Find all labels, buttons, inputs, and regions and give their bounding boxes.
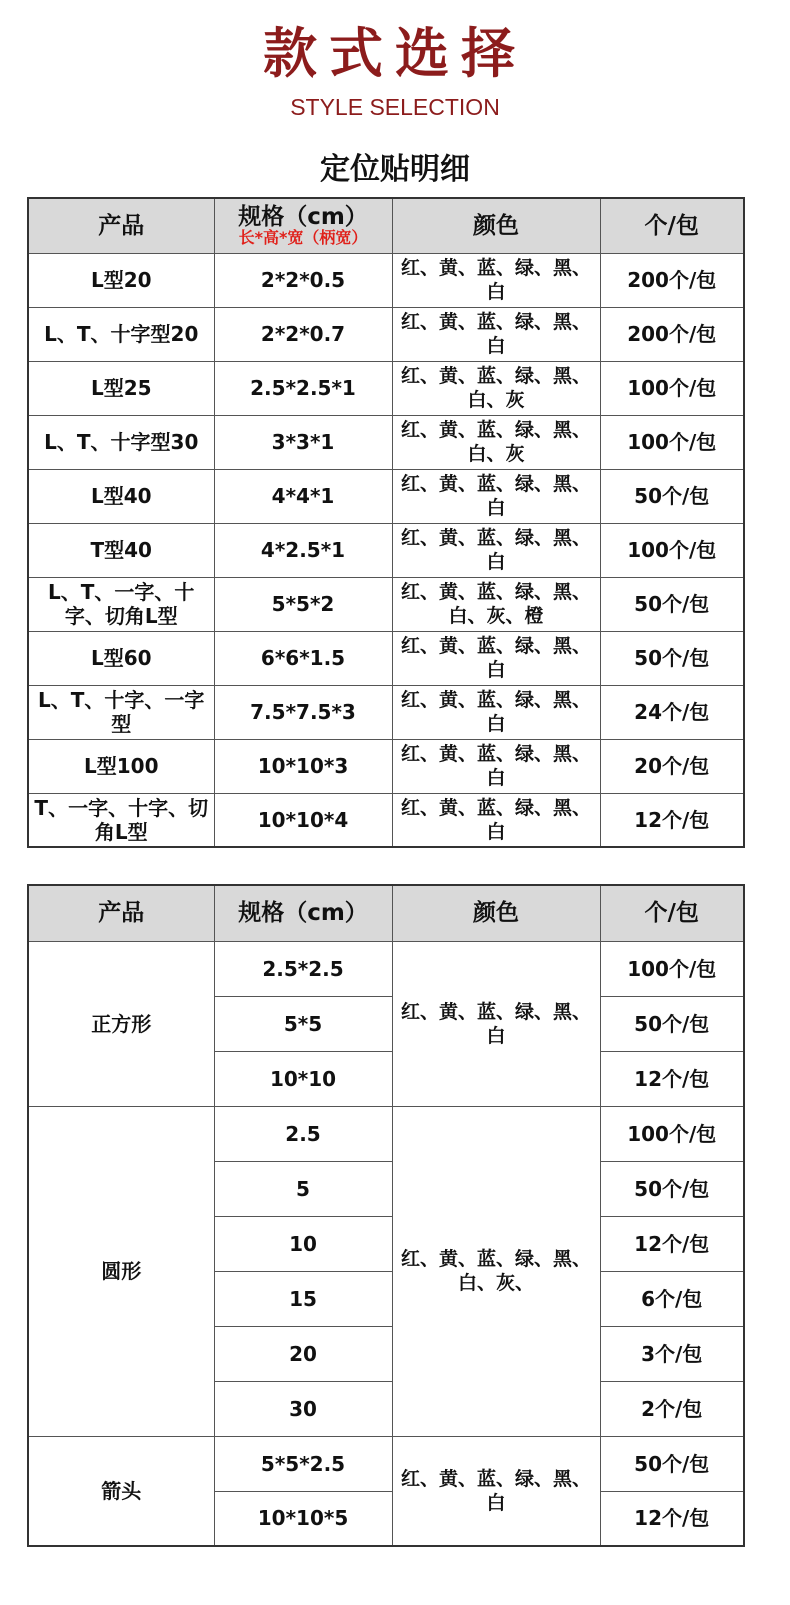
product-cell: L、T、十字型20 bbox=[28, 307, 214, 361]
color-cell: 红、黄、蓝、绿、黑、白、灰、橙 bbox=[392, 577, 600, 631]
positioning-sticker-table bbox=[27, 197, 745, 848]
header-spec-note: 长*高*宽（柄宽） bbox=[238, 227, 368, 247]
color-cell: 红、黄、蓝、绿、黑、白、灰 bbox=[392, 361, 600, 415]
pack-cell: 12个/包 bbox=[600, 1491, 744, 1546]
header-product: 产品 bbox=[28, 198, 214, 253]
spec-cell: 10*10*3 bbox=[214, 739, 392, 793]
header-pack: 个/包 bbox=[600, 198, 744, 253]
color-cell: 红、黄、蓝、绿、黑、白 bbox=[392, 941, 600, 1106]
table-row bbox=[28, 307, 744, 361]
spec-cell: 15 bbox=[214, 1271, 392, 1326]
pack-cell: 12个/包 bbox=[600, 1051, 744, 1106]
table-row bbox=[28, 941, 744, 996]
color-cell: 红、黄、蓝、绿、黑、白 bbox=[392, 469, 600, 523]
table-row bbox=[28, 469, 744, 523]
product-cell: L型25 bbox=[28, 361, 214, 415]
page-title: 款式选择 bbox=[263, 22, 527, 85]
pack-cell: 100个/包 bbox=[600, 1106, 744, 1161]
header-color: 颜色 bbox=[392, 885, 600, 941]
table-row bbox=[28, 631, 744, 685]
pack-cell: 100个/包 bbox=[600, 361, 744, 415]
product-cell: L型100 bbox=[28, 739, 214, 793]
spec-cell: 10 bbox=[214, 1216, 392, 1271]
pack-cell: 50个/包 bbox=[600, 996, 744, 1051]
color-cell: 红、黄、蓝、绿、黑、白 bbox=[392, 685, 600, 739]
color-cell: 红、黄、蓝、绿、黑、白 bbox=[392, 523, 600, 577]
pack-cell: 100个/包 bbox=[600, 941, 744, 996]
pack-cell: 100个/包 bbox=[600, 415, 744, 469]
pack-cell: 12个/包 bbox=[600, 1216, 744, 1271]
shape-sticker-table bbox=[27, 884, 745, 1547]
color-cell: 红、黄、蓝、绿、黑、白 bbox=[392, 793, 600, 847]
pack-cell: 6个/包 bbox=[600, 1271, 744, 1326]
header-spec-label: 规格（cm） bbox=[238, 203, 368, 230]
header-pack: 个/包 bbox=[600, 885, 744, 941]
color-cell: 红、黄、蓝、绿、黑、白 bbox=[392, 307, 600, 361]
spec-cell: 2.5 bbox=[214, 1106, 392, 1161]
table-header-row bbox=[28, 885, 744, 941]
spec-cell: 10*10 bbox=[214, 1051, 392, 1106]
spec-cell: 10*10*5 bbox=[214, 1491, 392, 1546]
spec-cell: 2*2*0.7 bbox=[214, 307, 392, 361]
product-cell: L、T、十字、一字型 bbox=[28, 685, 214, 739]
page-subtitle: STYLE SELECTION bbox=[290, 94, 500, 120]
pack-cell: 2个/包 bbox=[600, 1381, 744, 1436]
pack-cell: 100个/包 bbox=[600, 523, 744, 577]
table-row bbox=[28, 415, 744, 469]
product-cell: 正方形 bbox=[28, 941, 214, 1106]
spec-cell: 4*2.5*1 bbox=[214, 523, 392, 577]
color-cell: 红、黄、蓝、绿、黑、白 bbox=[392, 1436, 600, 1546]
product-cell: L、T、十字型30 bbox=[28, 415, 214, 469]
product-cell: 圆形 bbox=[28, 1106, 214, 1436]
spec-cell: 5*5 bbox=[214, 996, 392, 1051]
table-row bbox=[28, 1106, 744, 1161]
product-cell: 箭头 bbox=[28, 1436, 214, 1546]
spec-cell: 5*5*2 bbox=[214, 577, 392, 631]
table-row bbox=[28, 793, 744, 847]
table-row bbox=[28, 577, 744, 631]
table-row bbox=[28, 739, 744, 793]
product-cell: T、一字、十字、切角L型 bbox=[28, 793, 214, 847]
pack-cell: 24个/包 bbox=[600, 685, 744, 739]
pack-cell: 50个/包 bbox=[600, 631, 744, 685]
pack-cell: 20个/包 bbox=[600, 739, 744, 793]
header-spec bbox=[214, 198, 392, 253]
pack-cell: 50个/包 bbox=[600, 1436, 744, 1491]
table-row bbox=[28, 523, 744, 577]
spec-cell: 6*6*1.5 bbox=[214, 631, 392, 685]
color-cell: 红、黄、蓝、绿、黑、白、灰 bbox=[392, 415, 600, 469]
spec-cell: 2.5*2.5*1 bbox=[214, 361, 392, 415]
color-cell: 红、黄、蓝、绿、黑、白 bbox=[392, 739, 600, 793]
spec-cell: 2.5*2.5 bbox=[214, 941, 392, 996]
table-row bbox=[28, 1436, 744, 1491]
color-cell: 红、黄、蓝、绿、黑、白 bbox=[392, 631, 600, 685]
pack-cell: 12个/包 bbox=[600, 793, 744, 847]
pack-cell: 50个/包 bbox=[600, 577, 744, 631]
spec-cell: 7.5*7.5*3 bbox=[214, 685, 392, 739]
spec-cell: 3*3*1 bbox=[214, 415, 392, 469]
pack-cell: 50个/包 bbox=[600, 469, 744, 523]
table-row bbox=[28, 253, 744, 307]
color-cell: 红、黄、蓝、绿、黑、白、灰、 bbox=[392, 1106, 600, 1436]
table-row bbox=[28, 361, 744, 415]
spec-cell: 10*10*4 bbox=[214, 793, 392, 847]
spec-cell: 20 bbox=[214, 1326, 392, 1381]
product-cell: L型20 bbox=[28, 253, 214, 307]
spec-cell: 30 bbox=[214, 1381, 392, 1436]
header-product: 产品 bbox=[28, 885, 214, 941]
table-header-row bbox=[28, 198, 744, 253]
product-cell: L、T、一字、十字、切角L型 bbox=[28, 577, 214, 631]
pack-cell: 200个/包 bbox=[600, 307, 744, 361]
spec-cell: 5*5*2.5 bbox=[214, 1436, 392, 1491]
spec-cell: 2*2*0.5 bbox=[214, 253, 392, 307]
pack-cell: 3个/包 bbox=[600, 1326, 744, 1381]
color-cell: 红、黄、蓝、绿、黑、白 bbox=[392, 253, 600, 307]
header-spec: 规格（cm） bbox=[214, 885, 392, 941]
spec-cell: 4*4*1 bbox=[214, 469, 392, 523]
pack-cell: 200个/包 bbox=[600, 253, 744, 307]
spec-cell: 5 bbox=[214, 1161, 392, 1216]
header-color: 颜色 bbox=[392, 198, 600, 253]
product-cell: L型40 bbox=[28, 469, 214, 523]
product-cell: L型60 bbox=[28, 631, 214, 685]
table-row bbox=[28, 685, 744, 739]
pack-cell: 50个/包 bbox=[600, 1161, 744, 1216]
product-cell: T型40 bbox=[28, 523, 214, 577]
section-title: 定位贴明细 bbox=[320, 152, 470, 187]
